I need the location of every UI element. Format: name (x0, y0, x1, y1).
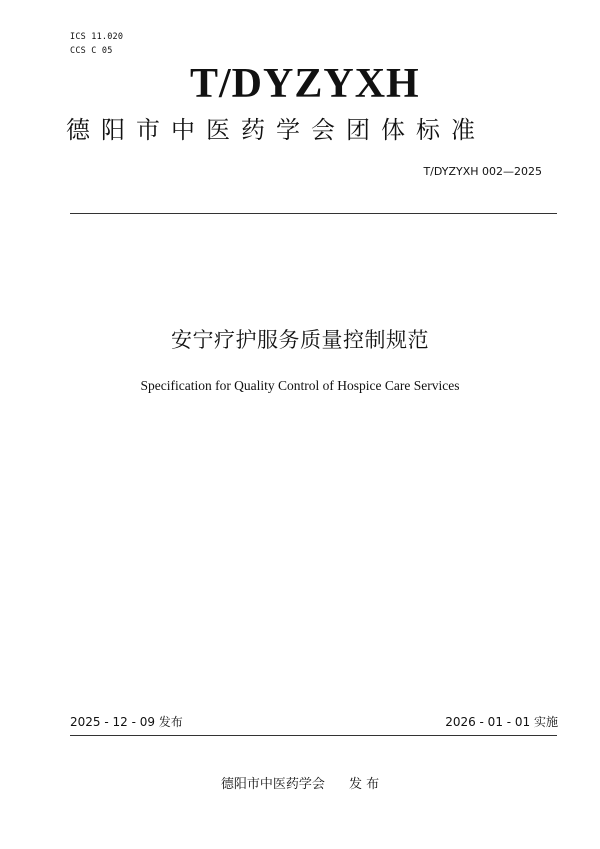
publish-word: 发 布 (348, 777, 380, 792)
publish-date: 2025 - 12 - 09 发布 (70, 715, 183, 729)
standard-logo: T/DYZYXH (190, 61, 420, 107)
document-title-chinese: 安宁疗护服务质量控制规范 (171, 328, 429, 352)
org-standard-name: 德阳市中医药学会团体标准 (66, 116, 486, 144)
ics-code: ICS 11.020 (70, 32, 124, 42)
classification-codes (70, 30, 123, 58)
implement-date: 2026 - 01 - 01 实施 (445, 715, 558, 729)
bottom-divider (70, 735, 557, 736)
standard-number: T/DYZYXH 002—2025 (423, 165, 542, 178)
document-title-english: Specification for Quality Control of Hospice Care Services (140, 378, 460, 393)
publisher-line (0, 776, 600, 794)
publisher-name: 德阳市中医药学会 (220, 777, 325, 792)
top-divider (70, 213, 557, 214)
ccs-code: CCS C 05 (70, 46, 113, 56)
